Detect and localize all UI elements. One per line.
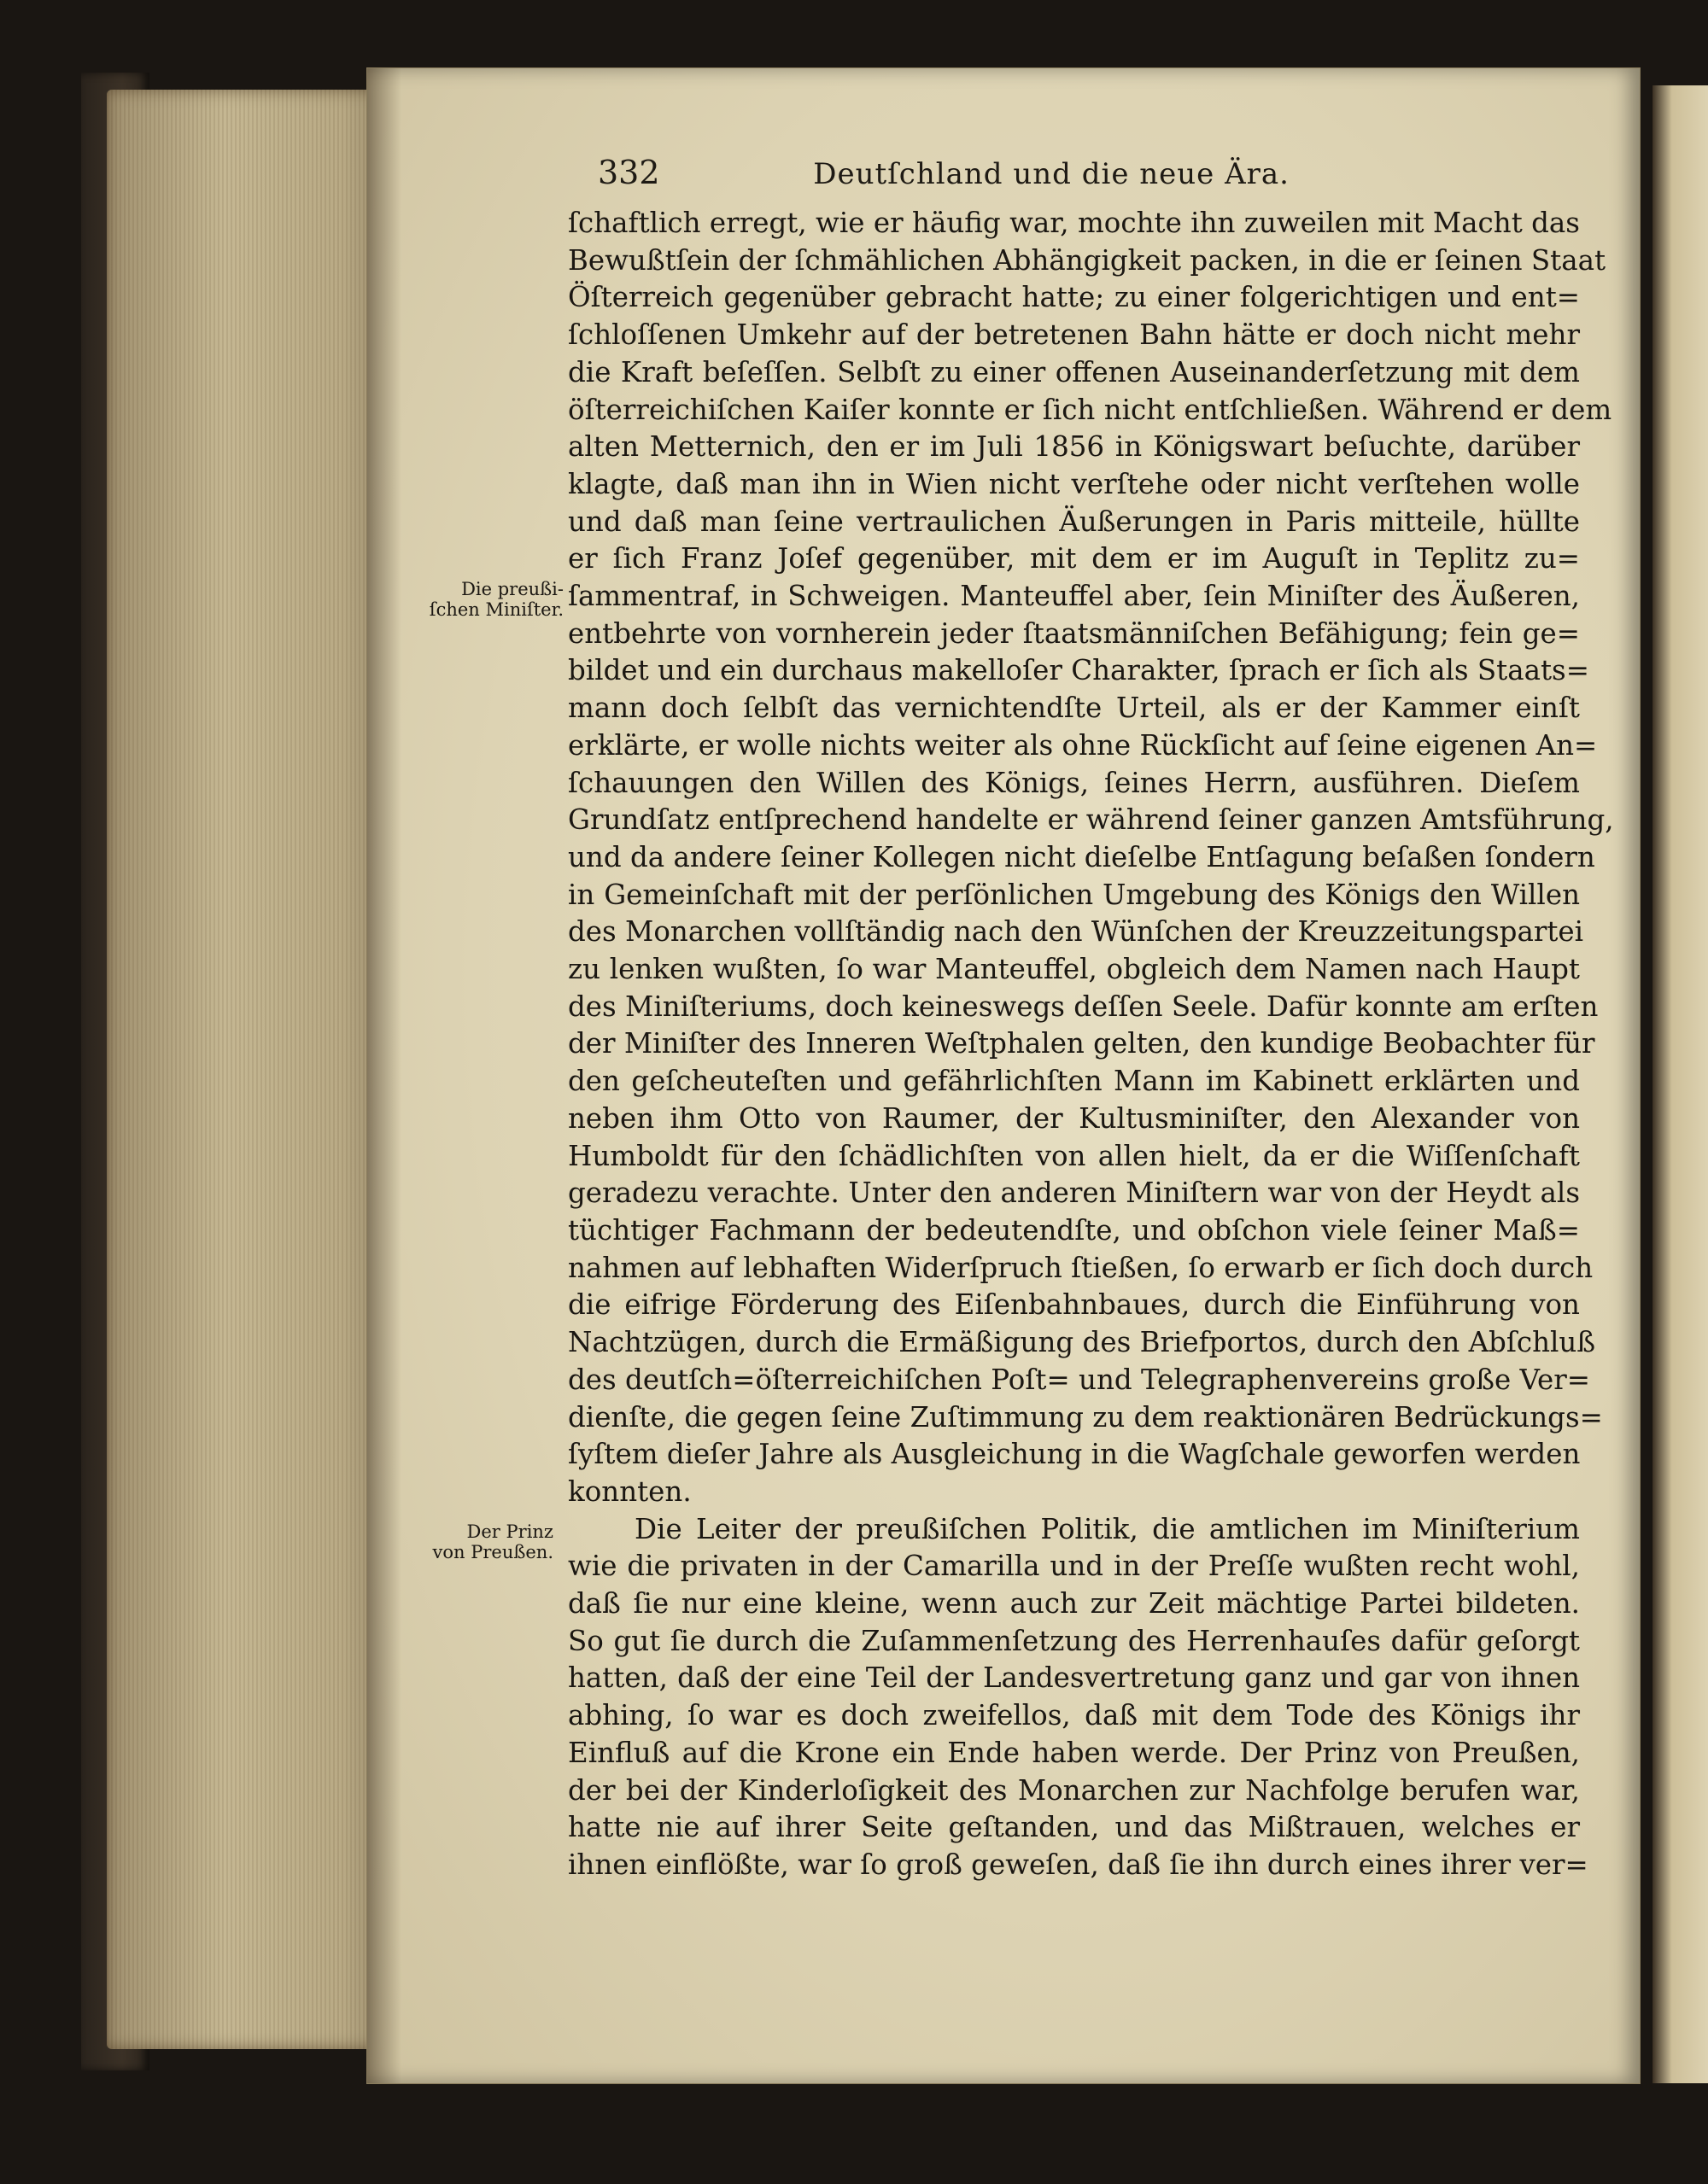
text-line: bildet und ein durchaus makelloſer Charakter, ſprach er ſich als Staats= xyxy=(568,654,1589,687)
text-line: des Miniſteriums, doch keineswegs deſſen Seele. Dafür konnte am erſten xyxy=(568,990,1599,1023)
running-title: Deutſchland und die neue Ära. xyxy=(813,157,1290,191)
text-line: des Monarchen vollſtändig nach den Wünſchen der Kreuzzeitungspartei xyxy=(568,915,1584,949)
text-line: entbehrte von vornherein jeder ſtaatsmänniſchen Befähigung; fein ge= xyxy=(568,616,1580,650)
running-head xyxy=(598,154,1290,205)
page-number: 332 xyxy=(598,154,660,191)
text-line: neben ihm Otto von Raumer, der Kultusminiſter, den Alexander von xyxy=(568,1101,1580,1135)
text-line: tüchtiger Fachmann der bedeutendſte, und obſchon viele ſeiner Maß= xyxy=(568,1213,1580,1247)
text-line: mann doch ſelbſt das vernichtendſte Urteil, als er der Kammer einſt xyxy=(568,692,1580,725)
text-line: den geſcheuteſten und gefährlichſten Mann im Kabinett erklärten und xyxy=(568,1065,1580,1098)
text-line: wie die privaten in der Camarilla und in der Preſſe wußten recht wohl, xyxy=(568,1550,1580,1583)
text-line: daß ſie nur eine kleine, wenn auch zur Zeit mächtige Partei bildeten. xyxy=(568,1587,1580,1620)
body-text xyxy=(568,205,1614,1884)
text-line: zu lenken wußten, ſo war Manteuffel, obgleich dem Namen nach Haupt xyxy=(568,953,1580,986)
text-line: ſyſtem dieſer Jahre als Ausgleichung in die Wagſchale geworfen werden xyxy=(568,1438,1581,1471)
margin-note-line: Der Prinz xyxy=(466,1521,553,1542)
paragraph-2 xyxy=(568,1511,1588,1884)
text-line: Die Leiter der preußiſchen Politik, die amtlichen im Miniſterium xyxy=(635,1512,1580,1545)
text-line: konnten. xyxy=(568,1474,692,1508)
text-line: die eifrige Förderung des Eiſenbahnbaues, durch die Einführung von xyxy=(568,1288,1580,1322)
text-line: der bei der Kinderloſigkeit des Monarchen zur Nachfolge berufen war, xyxy=(568,1773,1580,1807)
text-line: klagte, daß man ihn in Wien nicht verſtehe oder nicht verſtehen wolle xyxy=(568,467,1580,500)
text-line: abhing, ſo war es doch zweifellos, daß mit dem Tode des Königs ihr xyxy=(568,1699,1580,1732)
text-line: in Gemeinſchaft mit der perſönlichen Umgebung des Königs den Willen xyxy=(568,878,1580,911)
facing-page-edge xyxy=(1652,85,1708,2083)
text-line: geradezu verachte. Unter den anderen Miniſtern war von der Heydt als xyxy=(568,1177,1580,1210)
text-line: ſchauungen den Willen des Königs, ſeines Herrn, ausführen. Dieſem xyxy=(568,766,1580,799)
text-line: ſchloſſenen Umkehr auf der betretenen Bahn hätte er doch nicht mehr xyxy=(568,318,1580,352)
margin-note-ministers xyxy=(418,579,564,620)
text-line: hatten, daß der eine Teil der Landesvertretung ganz und gar von ihnen xyxy=(568,1661,1580,1695)
paragraph-1 xyxy=(568,205,1614,1511)
text-line: ihnen einflößte, war ſo groß geweſen, daß ſie ihn durch eines ihrer ver= xyxy=(568,1848,1588,1881)
text-line: dienſte, die gegen ſeine Zuſtimmung zu dem reaktionären Bedrückungs= xyxy=(568,1400,1603,1434)
text-line: hatte nie auf ihrer Seite geſtanden, und das Mißtrauen, welches er xyxy=(568,1811,1580,1844)
margin-note-line: Die preußi- xyxy=(461,579,564,599)
text-line: des deutſch=öſterreichiſchen Poſt= und Telegraphenvereins große Ver= xyxy=(568,1363,1591,1396)
text-line: Nachtzügen, durch die Ermäßigung des Briefportos, durch den Abſchluß xyxy=(568,1326,1596,1359)
page-gutter-shadow xyxy=(367,68,401,2083)
text-line: der Miniſter des Inneren Weſtphalen gelten, den kundige Beobachter für xyxy=(568,1027,1595,1060)
text-line: Bewußtſein der ſchmählichen Abhängigkeit packen, in die er ſeinen Staat xyxy=(568,243,1606,277)
margin-note-line: von Preußen. xyxy=(432,1542,553,1562)
margin-note-line: ſchen Miniſter. xyxy=(429,599,564,620)
text-line: erklärte, er wolle nichts weiter als ohne Rückſicht auf ſeine eigenen An= xyxy=(568,728,1598,762)
margin-note-prince xyxy=(408,1521,553,1562)
text-line: ſchaftlich erregt, wie er häufig war, mochte ihn zuweilen mit Macht das xyxy=(568,207,1580,239)
text-line: nahmen auf lebhaften Widerſpruch ſtießen, ſo erwarb er ſich doch durch xyxy=(568,1251,1594,1284)
text-line: die Kraft beſeſſen. Selbſt zu einer offenen Auseinanderſetzung mit dem xyxy=(568,355,1580,388)
text-line: alten Metternich, den er im Juli 1856 in Königswart beſuchte, darüber xyxy=(568,430,1580,464)
text-line: Humboldt für den ſchädlichſten von allen hielt, da er die Wiſſenſchaft xyxy=(568,1139,1580,1172)
text-line: ſammentraf, in Schweigen. Manteuffel aber, ſein Miniſter des Äußeren, xyxy=(568,580,1580,613)
text-line: So gut ſie durch die Zuſammenſetzung des Herrenhauſes dafür geſorgt xyxy=(568,1624,1580,1657)
text-line: Grundſatz entſprechend handelte er während ſeiner ganzen Amtsführung, xyxy=(568,803,1614,837)
text-line: Einfluß auf die Krone ein Ende haben werde. Der Prinz von Preußen, xyxy=(568,1736,1580,1769)
text-line: öſterreichiſchen Kaiſer konnte er ſich nicht entſchließen. Während er dem xyxy=(568,393,1612,426)
page-edges xyxy=(107,90,401,2049)
text-line: und daß man ſeine vertraulichen Äußerungen in Paris mitteile, hüllte xyxy=(568,505,1580,538)
text-line: und da andere ſeiner Kollegen nicht dieſelbe Entſagung beſaßen ſondern xyxy=(568,840,1595,873)
text-line: er ſich Franz Joſef gegenüber, mit dem er im Auguſt in Teplitz zu= xyxy=(568,542,1580,575)
text-line: Öſterreich gegenüber gebracht hatte; zu einer folgerichtigen und ent= xyxy=(568,281,1580,314)
